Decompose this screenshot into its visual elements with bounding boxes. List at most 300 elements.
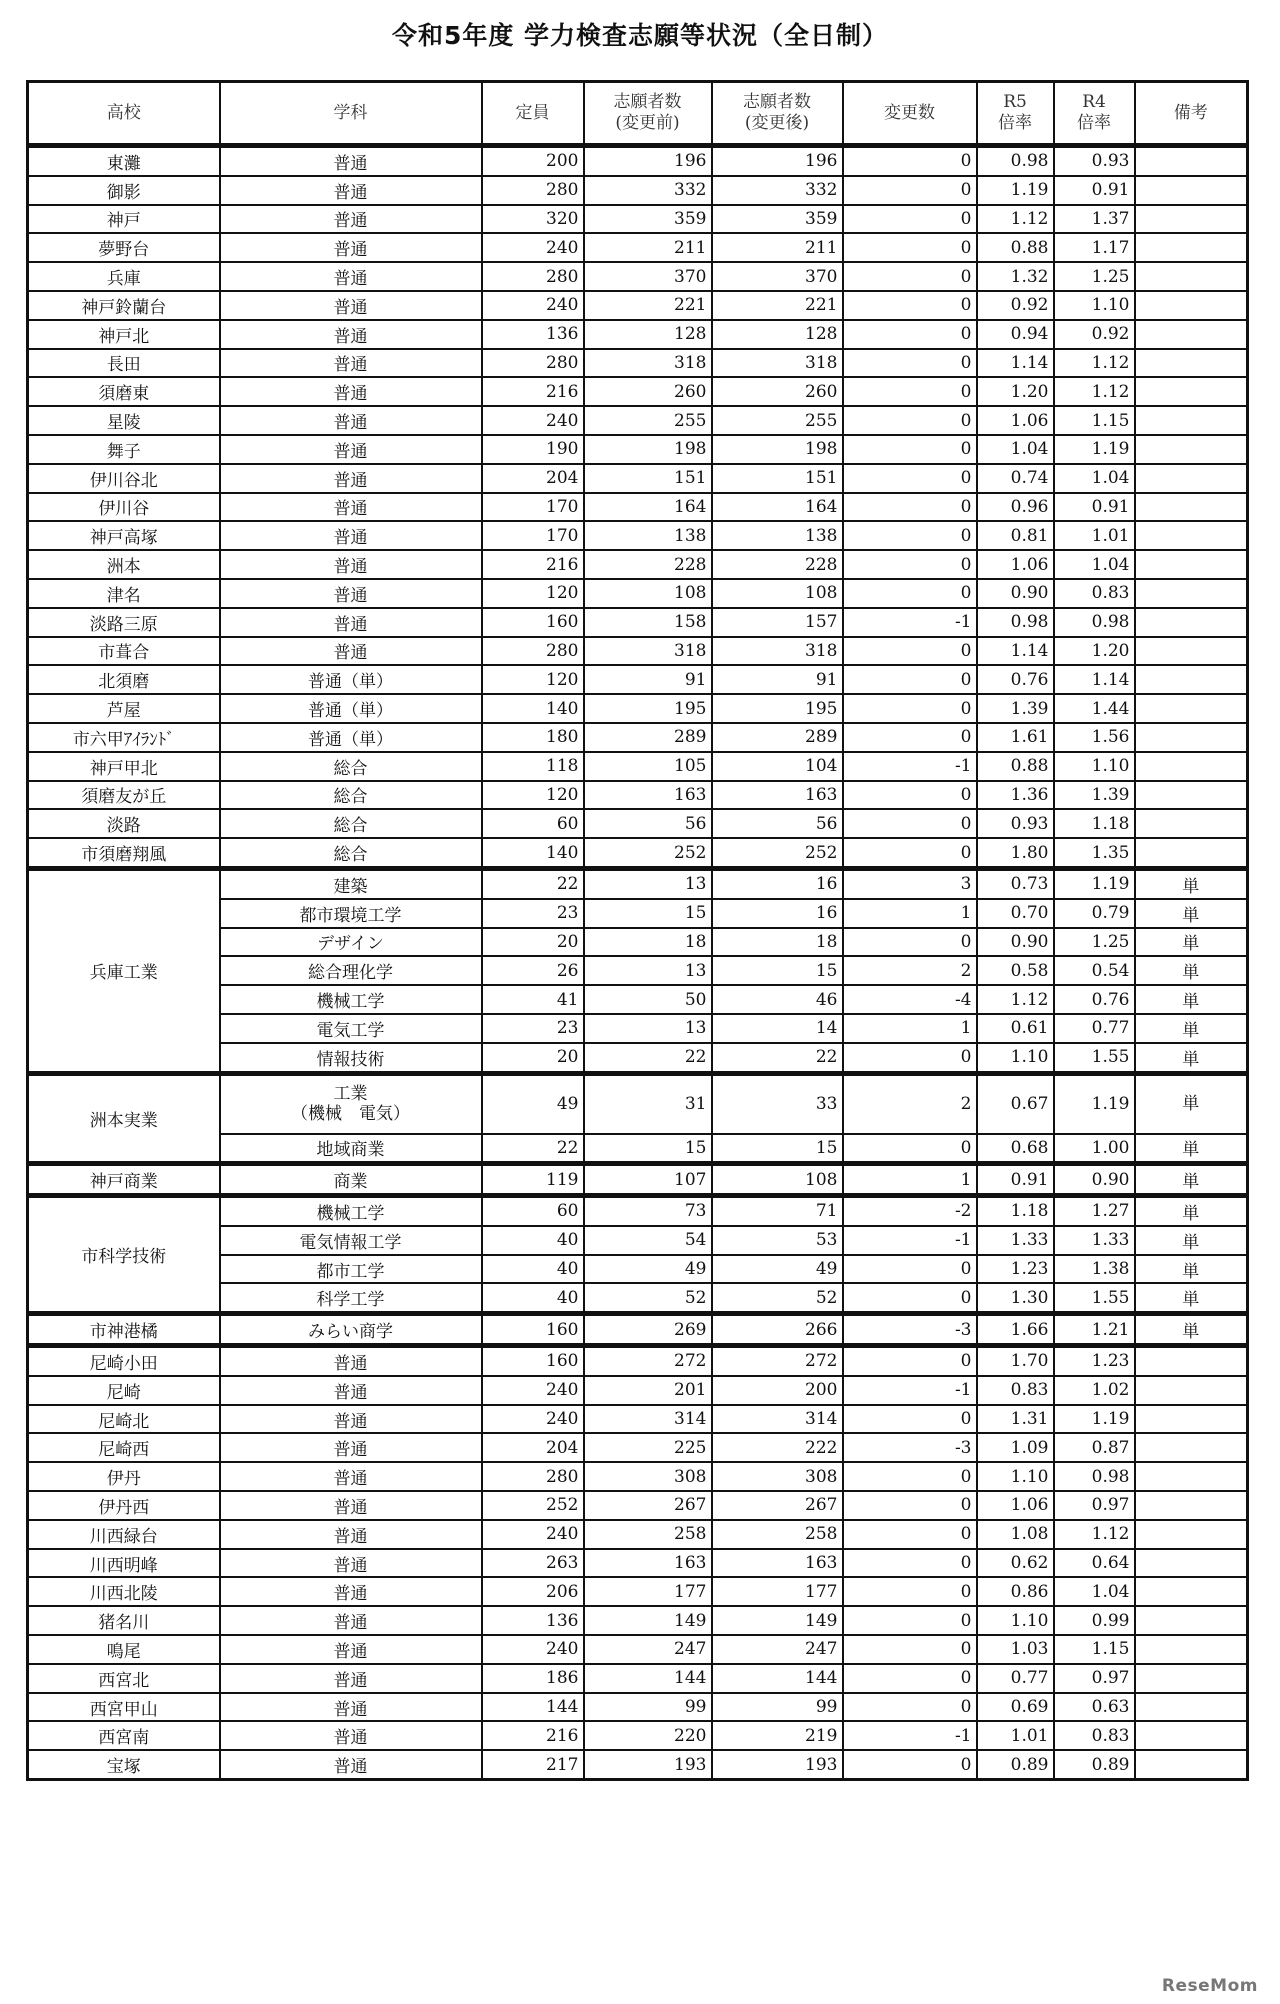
r5-ratio-cell: 1.01 bbox=[977, 1721, 1054, 1750]
note-cell: 単 bbox=[1135, 1314, 1248, 1346]
r5-ratio-cell: 1.06 bbox=[977, 550, 1054, 579]
r4-ratio-cell: 1.12 bbox=[1054, 377, 1135, 406]
header-subject: 学科 bbox=[220, 82, 482, 146]
r5-ratio-cell: 0.89 bbox=[977, 1750, 1054, 1779]
table-row bbox=[28, 1433, 1248, 1462]
change-cell: 0 bbox=[843, 809, 977, 838]
school-name: 川西緑台 bbox=[28, 1520, 220, 1549]
note-cell bbox=[1135, 464, 1248, 493]
change-cell: 0 bbox=[843, 262, 977, 291]
r5-ratio-cell: 1.12 bbox=[977, 205, 1054, 234]
r4-ratio-cell: 1.37 bbox=[1054, 205, 1135, 234]
applicants-after-cell: 228 bbox=[712, 550, 843, 579]
change-cell: 0 bbox=[843, 1491, 977, 1520]
applicants-before-cell: 54 bbox=[584, 1226, 712, 1255]
school-name: 西宮甲山 bbox=[28, 1693, 220, 1722]
capacity-cell: 20 bbox=[482, 928, 584, 957]
applicants-before-cell: 49 bbox=[584, 1255, 712, 1284]
subject-cell: 普通（単） bbox=[220, 723, 482, 752]
table-row bbox=[28, 579, 1248, 608]
applicants-before-cell: 225 bbox=[584, 1433, 712, 1462]
change-cell: 0 bbox=[843, 406, 977, 435]
applicants-before-cell: 13 bbox=[584, 1014, 712, 1043]
r5-ratio-cell: 1.09 bbox=[977, 1433, 1054, 1462]
school-name: 舞子 bbox=[28, 435, 220, 464]
applicants-before-cell: 196 bbox=[584, 146, 712, 176]
change-cell: 0 bbox=[843, 1043, 977, 1073]
note-cell bbox=[1135, 1664, 1248, 1693]
r4-ratio-cell: 1.15 bbox=[1054, 1635, 1135, 1664]
capacity-cell: 280 bbox=[482, 637, 584, 666]
subject-cell: 普通 bbox=[220, 291, 482, 320]
applicants-after-cell: 308 bbox=[712, 1462, 843, 1491]
subject-cell: 普通 bbox=[220, 233, 482, 262]
applicants-after-cell: 260 bbox=[712, 377, 843, 406]
table-row bbox=[28, 521, 1248, 550]
school-name: 淡路 bbox=[28, 809, 220, 838]
capacity-cell: 240 bbox=[482, 233, 584, 262]
change-cell: 0 bbox=[843, 637, 977, 666]
r4-ratio-cell: 0.76 bbox=[1054, 985, 1135, 1014]
change-cell: 0 bbox=[843, 1635, 977, 1664]
applicants-before-cell: 359 bbox=[584, 205, 712, 234]
capacity-cell: 186 bbox=[482, 1664, 584, 1693]
table-row bbox=[28, 1549, 1248, 1578]
r5-ratio-cell: 0.92 bbox=[977, 291, 1054, 320]
capacity-cell: 200 bbox=[482, 146, 584, 176]
applicants-after-cell: 272 bbox=[712, 1346, 843, 1376]
note-cell bbox=[1135, 377, 1248, 406]
subject-cell: 都市工学 bbox=[220, 1255, 482, 1284]
subject-cell: 工業 （機械 電気） bbox=[220, 1073, 482, 1134]
capacity-cell: 280 bbox=[482, 176, 584, 205]
table-row bbox=[28, 665, 1248, 694]
applicants-after-cell: 52 bbox=[712, 1283, 843, 1313]
capacity-cell: 240 bbox=[482, 291, 584, 320]
table-row bbox=[28, 838, 1248, 868]
school-name: 鳴尾 bbox=[28, 1635, 220, 1664]
note-cell: 単 bbox=[1135, 1164, 1248, 1196]
applicants-after-cell: 151 bbox=[712, 464, 843, 493]
capacity-cell: 240 bbox=[482, 1635, 584, 1664]
school-name: 宝塚 bbox=[28, 1750, 220, 1779]
applicants-before-cell: 91 bbox=[584, 665, 712, 694]
subject-cell: 電気工学 bbox=[220, 1014, 482, 1043]
r5-ratio-cell: 0.77 bbox=[977, 1664, 1054, 1693]
school-name: 兵庫工業 bbox=[28, 868, 220, 1073]
r4-ratio-cell: 0.93 bbox=[1054, 146, 1135, 176]
table-row bbox=[28, 493, 1248, 522]
r5-ratio-cell: 1.14 bbox=[977, 349, 1054, 378]
applicants-after-cell: 104 bbox=[712, 752, 843, 781]
capacity-cell: 22 bbox=[482, 1134, 584, 1164]
change-cell: 0 bbox=[843, 146, 977, 176]
note-cell bbox=[1135, 637, 1248, 666]
note-cell bbox=[1135, 781, 1248, 810]
r5-ratio-cell: 1.14 bbox=[977, 637, 1054, 666]
r5-ratio-cell: 0.58 bbox=[977, 956, 1054, 985]
applicants-after-cell: 332 bbox=[712, 176, 843, 205]
applicants-before-cell: 260 bbox=[584, 377, 712, 406]
capacity-cell: 60 bbox=[482, 809, 584, 838]
capacity-cell: 120 bbox=[482, 579, 584, 608]
r4-ratio-cell: 1.56 bbox=[1054, 723, 1135, 752]
r5-ratio-cell: 1.80 bbox=[977, 838, 1054, 868]
r5-ratio-cell: 1.39 bbox=[977, 694, 1054, 723]
applicants-before-cell: 108 bbox=[584, 579, 712, 608]
change-cell: 0 bbox=[843, 176, 977, 205]
subject-cell: 普通 bbox=[220, 262, 482, 291]
school-name: 長田 bbox=[28, 349, 220, 378]
table-row bbox=[28, 1164, 1248, 1196]
school-name: 東灘 bbox=[28, 146, 220, 176]
applicants-before-cell: 151 bbox=[584, 464, 712, 493]
applicants-before-cell: 158 bbox=[584, 608, 712, 637]
r4-ratio-cell: 1.39 bbox=[1054, 781, 1135, 810]
school-name: 市須磨翔風 bbox=[28, 838, 220, 868]
capacity-cell: 60 bbox=[482, 1196, 584, 1226]
table-row bbox=[28, 1196, 1248, 1226]
r4-ratio-cell: 1.17 bbox=[1054, 233, 1135, 262]
school-name: 神戸 bbox=[28, 205, 220, 234]
change-cell: 1 bbox=[843, 1014, 977, 1043]
capacity-cell: 263 bbox=[482, 1549, 584, 1578]
school-name: 北須磨 bbox=[28, 665, 220, 694]
applicants-after-cell: 15 bbox=[712, 1134, 843, 1164]
subject-cell: 商業 bbox=[220, 1164, 482, 1196]
table-row bbox=[28, 1693, 1248, 1722]
r5-ratio-cell: 0.61 bbox=[977, 1014, 1054, 1043]
change-cell: 1 bbox=[843, 899, 977, 928]
change-cell: 0 bbox=[843, 665, 977, 694]
header-capacity: 定員 bbox=[482, 82, 584, 146]
subject-cell: 普通 bbox=[220, 1577, 482, 1606]
r4-ratio-cell: 1.38 bbox=[1054, 1255, 1135, 1284]
applicants-before-cell: 308 bbox=[584, 1462, 712, 1491]
school-name: 市神港橘 bbox=[28, 1314, 220, 1346]
change-cell: 0 bbox=[843, 291, 977, 320]
subject-cell: 普通 bbox=[220, 320, 482, 349]
table-body bbox=[28, 146, 1248, 1780]
note-cell: 単 bbox=[1135, 868, 1248, 898]
r5-ratio-cell: 1.32 bbox=[977, 262, 1054, 291]
applicants-before-cell: 221 bbox=[584, 291, 712, 320]
applicants-before-cell: 13 bbox=[584, 956, 712, 985]
r5-ratio-cell: 1.04 bbox=[977, 435, 1054, 464]
applicants-after-cell: 258 bbox=[712, 1520, 843, 1549]
applicants-after-cell: 200 bbox=[712, 1376, 843, 1405]
capacity-cell: 216 bbox=[482, 1721, 584, 1750]
capacity-cell: 280 bbox=[482, 1462, 584, 1491]
note-cell bbox=[1135, 752, 1248, 781]
note-cell bbox=[1135, 205, 1248, 234]
r4-ratio-cell: 0.97 bbox=[1054, 1491, 1135, 1520]
r5-ratio-cell: 0.83 bbox=[977, 1376, 1054, 1405]
applicants-before-cell: 105 bbox=[584, 752, 712, 781]
note-cell: 単 bbox=[1135, 956, 1248, 985]
applicants-before-cell: 128 bbox=[584, 320, 712, 349]
school-name: 神戸鈴蘭台 bbox=[28, 291, 220, 320]
change-cell: 0 bbox=[843, 1405, 977, 1434]
capacity-cell: 40 bbox=[482, 1226, 584, 1255]
r5-ratio-cell: 1.12 bbox=[977, 985, 1054, 1014]
subject-cell: 機械工学 bbox=[220, 1196, 482, 1226]
applicants-before-cell: 164 bbox=[584, 493, 712, 522]
subject-cell: 情報技術 bbox=[220, 1043, 482, 1073]
r4-ratio-cell: 0.77 bbox=[1054, 1014, 1135, 1043]
subject-cell: 普通 bbox=[220, 146, 482, 176]
note-cell: 単 bbox=[1135, 1073, 1248, 1134]
applicants-before-cell: 195 bbox=[584, 694, 712, 723]
applicants-after-cell: 16 bbox=[712, 899, 843, 928]
school-name: 洲本実業 bbox=[28, 1073, 220, 1164]
change-cell: 0 bbox=[843, 1134, 977, 1164]
note-cell bbox=[1135, 694, 1248, 723]
note-cell bbox=[1135, 146, 1248, 176]
r4-ratio-cell: 0.98 bbox=[1054, 1462, 1135, 1491]
capacity-cell: 216 bbox=[482, 550, 584, 579]
school-name: 伊丹 bbox=[28, 1462, 220, 1491]
change-cell: 0 bbox=[843, 1693, 977, 1722]
r5-ratio-cell: 0.88 bbox=[977, 752, 1054, 781]
r5-ratio-cell: 1.10 bbox=[977, 1606, 1054, 1635]
capacity-cell: 49 bbox=[482, 1073, 584, 1134]
r5-ratio-cell: 1.19 bbox=[977, 176, 1054, 205]
note-cell: 単 bbox=[1135, 899, 1248, 928]
table-row bbox=[28, 1520, 1248, 1549]
capacity-cell: 136 bbox=[482, 1606, 584, 1635]
applicants-before-cell: 193 bbox=[584, 1750, 712, 1779]
subject-cell: 科学工学 bbox=[220, 1283, 482, 1313]
capacity-cell: 240 bbox=[482, 1376, 584, 1405]
r4-ratio-cell: 1.33 bbox=[1054, 1226, 1135, 1255]
subject-cell: 建築 bbox=[220, 868, 482, 898]
note-cell: 単 bbox=[1135, 928, 1248, 957]
change-cell: 0 bbox=[843, 579, 977, 608]
table-row bbox=[28, 262, 1248, 291]
r4-ratio-cell: 0.99 bbox=[1054, 1606, 1135, 1635]
r5-ratio-cell: 1.70 bbox=[977, 1346, 1054, 1376]
capacity-cell: 280 bbox=[482, 262, 584, 291]
note-cell bbox=[1135, 1750, 1248, 1779]
header-row bbox=[28, 82, 1248, 146]
table-row bbox=[28, 1346, 1248, 1376]
table-row bbox=[28, 406, 1248, 435]
subject-cell: デザイン bbox=[220, 928, 482, 957]
capacity-cell: 120 bbox=[482, 781, 584, 810]
table-row bbox=[28, 694, 1248, 723]
applicants-after-cell: 46 bbox=[712, 985, 843, 1014]
school-name: 西宮北 bbox=[28, 1664, 220, 1693]
r5-ratio-cell: 0.96 bbox=[977, 493, 1054, 522]
table-row bbox=[28, 435, 1248, 464]
capacity-cell: 190 bbox=[482, 435, 584, 464]
r4-ratio-cell: 1.02 bbox=[1054, 1376, 1135, 1405]
change-cell: 0 bbox=[843, 1255, 977, 1284]
applicants-before-cell: 50 bbox=[584, 985, 712, 1014]
subject-cell: 普通 bbox=[220, 493, 482, 522]
table-row bbox=[28, 1721, 1248, 1750]
note-cell: 単 bbox=[1135, 1255, 1248, 1284]
change-cell: -3 bbox=[843, 1433, 977, 1462]
change-cell: -1 bbox=[843, 1721, 977, 1750]
note-cell bbox=[1135, 838, 1248, 868]
applicants-after-cell: 164 bbox=[712, 493, 843, 522]
r4-ratio-cell: 0.91 bbox=[1054, 493, 1135, 522]
header-school: 高校 bbox=[28, 82, 220, 146]
school-name: 尼崎西 bbox=[28, 1433, 220, 1462]
r4-ratio-cell: 1.10 bbox=[1054, 291, 1135, 320]
change-cell: 0 bbox=[843, 1462, 977, 1491]
subject-cell: 普通 bbox=[220, 521, 482, 550]
r4-ratio-cell: 1.20 bbox=[1054, 637, 1135, 666]
r4-ratio-cell: 1.27 bbox=[1054, 1196, 1135, 1226]
school-name: 市六甲ｱｲﾗﾝﾄﾞ bbox=[28, 723, 220, 752]
capacity-cell: 118 bbox=[482, 752, 584, 781]
subject-cell: 普通 bbox=[220, 1346, 482, 1376]
applicants-before-cell: 177 bbox=[584, 1577, 712, 1606]
subject-cell: 機械工学 bbox=[220, 985, 482, 1014]
r5-ratio-cell: 0.94 bbox=[977, 320, 1054, 349]
r5-ratio-cell: 0.81 bbox=[977, 521, 1054, 550]
applicants-before-cell: 269 bbox=[584, 1314, 712, 1346]
applicants-before-cell: 22 bbox=[584, 1043, 712, 1073]
r4-ratio-cell: 1.18 bbox=[1054, 809, 1135, 838]
note-cell bbox=[1135, 1491, 1248, 1520]
subject-cell: 地域商業 bbox=[220, 1134, 482, 1164]
subject-cell: 普通 bbox=[220, 1433, 482, 1462]
applicants-after-cell: 108 bbox=[712, 579, 843, 608]
r4-ratio-cell: 1.44 bbox=[1054, 694, 1135, 723]
applicants-before-cell: 56 bbox=[584, 809, 712, 838]
applicants-after-cell: 15 bbox=[712, 956, 843, 985]
note-cell bbox=[1135, 1520, 1248, 1549]
r5-ratio-cell: 0.70 bbox=[977, 899, 1054, 928]
r4-ratio-cell: 1.04 bbox=[1054, 1577, 1135, 1606]
r4-ratio-cell: 1.15 bbox=[1054, 406, 1135, 435]
applicants-before-cell: 15 bbox=[584, 1134, 712, 1164]
note-cell bbox=[1135, 521, 1248, 550]
subject-cell: 普通 bbox=[220, 1405, 482, 1434]
subject-cell: 総合理化学 bbox=[220, 956, 482, 985]
r5-ratio-cell: 1.03 bbox=[977, 1635, 1054, 1664]
table-row bbox=[28, 464, 1248, 493]
r5-ratio-cell: 1.31 bbox=[977, 1405, 1054, 1434]
note-cell bbox=[1135, 493, 1248, 522]
capacity-cell: 320 bbox=[482, 205, 584, 234]
r4-ratio-cell: 1.19 bbox=[1054, 868, 1135, 898]
subject-cell: 普通 bbox=[220, 1520, 482, 1549]
r4-ratio-cell: 1.25 bbox=[1054, 928, 1135, 957]
table-row bbox=[28, 377, 1248, 406]
r5-ratio-cell: 1.08 bbox=[977, 1520, 1054, 1549]
table-row bbox=[28, 781, 1248, 810]
table-row bbox=[28, 1750, 1248, 1779]
note-cell bbox=[1135, 1433, 1248, 1462]
capacity-cell: 23 bbox=[482, 899, 584, 928]
table-row bbox=[28, 1491, 1248, 1520]
change-cell: 0 bbox=[843, 1549, 977, 1578]
r4-ratio-cell: 1.21 bbox=[1054, 1314, 1135, 1346]
change-cell: 0 bbox=[843, 320, 977, 349]
note-cell: 単 bbox=[1135, 1043, 1248, 1073]
r4-ratio-cell: 0.54 bbox=[1054, 956, 1135, 985]
subject-cell: 普通 bbox=[220, 1664, 482, 1693]
table-row bbox=[28, 1376, 1248, 1405]
r4-ratio-cell: 1.19 bbox=[1054, 435, 1135, 464]
r4-ratio-cell: 1.35 bbox=[1054, 838, 1135, 868]
change-cell: 0 bbox=[843, 377, 977, 406]
change-cell: -3 bbox=[843, 1314, 977, 1346]
r4-ratio-cell: 1.25 bbox=[1054, 262, 1135, 291]
applicants-after-cell: 211 bbox=[712, 233, 843, 262]
note-cell bbox=[1135, 291, 1248, 320]
r4-ratio-cell: 0.83 bbox=[1054, 579, 1135, 608]
school-name: 川西明峰 bbox=[28, 1549, 220, 1578]
table-row bbox=[28, 608, 1248, 637]
change-cell: 0 bbox=[843, 233, 977, 262]
subject-cell: 普通 bbox=[220, 579, 482, 608]
applicants-before-cell: 247 bbox=[584, 1635, 712, 1664]
applicants-after-cell: 18 bbox=[712, 928, 843, 957]
table-row bbox=[28, 1606, 1248, 1635]
r4-ratio-cell: 0.91 bbox=[1054, 176, 1135, 205]
subject-cell: 普通 bbox=[220, 1750, 482, 1779]
change-cell: 0 bbox=[843, 723, 977, 752]
r5-ratio-cell: 1.18 bbox=[977, 1196, 1054, 1226]
note-cell bbox=[1135, 723, 1248, 752]
applicants-after-cell: 163 bbox=[712, 1549, 843, 1578]
change-cell: -1 bbox=[843, 1226, 977, 1255]
change-cell: 0 bbox=[843, 205, 977, 234]
note-cell bbox=[1135, 1693, 1248, 1722]
resemom-watermark: ReseMom bbox=[1161, 1976, 1258, 1996]
school-name: 神戸商業 bbox=[28, 1164, 220, 1196]
capacity-cell: 180 bbox=[482, 723, 584, 752]
note-cell: 単 bbox=[1135, 985, 1248, 1014]
r4-ratio-cell: 0.79 bbox=[1054, 899, 1135, 928]
school-name: 神戸高塚 bbox=[28, 521, 220, 550]
note-cell bbox=[1135, 1721, 1248, 1750]
applicants-before-cell: 318 bbox=[584, 637, 712, 666]
applicants-after-cell: 195 bbox=[712, 694, 843, 723]
header-applicants-before: 志願者数 (変更前) bbox=[584, 82, 712, 146]
applicants-before-cell: 107 bbox=[584, 1164, 712, 1196]
change-cell: 0 bbox=[843, 1606, 977, 1635]
applicants-before-cell: 18 bbox=[584, 928, 712, 957]
change-cell: -1 bbox=[843, 1376, 977, 1405]
applicants-before-cell: 211 bbox=[584, 233, 712, 262]
applicants-before-cell: 318 bbox=[584, 349, 712, 378]
subject-cell: 普通 bbox=[220, 1549, 482, 1578]
note-cell bbox=[1135, 665, 1248, 694]
applicants-after-cell: 252 bbox=[712, 838, 843, 868]
r4-ratio-cell: 1.10 bbox=[1054, 752, 1135, 781]
change-cell: 0 bbox=[843, 928, 977, 957]
capacity-cell: 240 bbox=[482, 1405, 584, 1434]
applicants-after-cell: 255 bbox=[712, 406, 843, 435]
applicants-before-cell: 272 bbox=[584, 1346, 712, 1376]
subject-cell: 普通 bbox=[220, 1693, 482, 1722]
capacity-cell: 216 bbox=[482, 377, 584, 406]
r5-ratio-cell: 1.06 bbox=[977, 406, 1054, 435]
note-cell bbox=[1135, 1462, 1248, 1491]
capacity-cell: 252 bbox=[482, 1491, 584, 1520]
applicants-before-cell: 31 bbox=[584, 1073, 712, 1134]
subject-cell: 普通 bbox=[220, 464, 482, 493]
applicants-before-cell: 52 bbox=[584, 1283, 712, 1313]
header-applicants-after: 志願者数 (変更後) bbox=[712, 82, 843, 146]
